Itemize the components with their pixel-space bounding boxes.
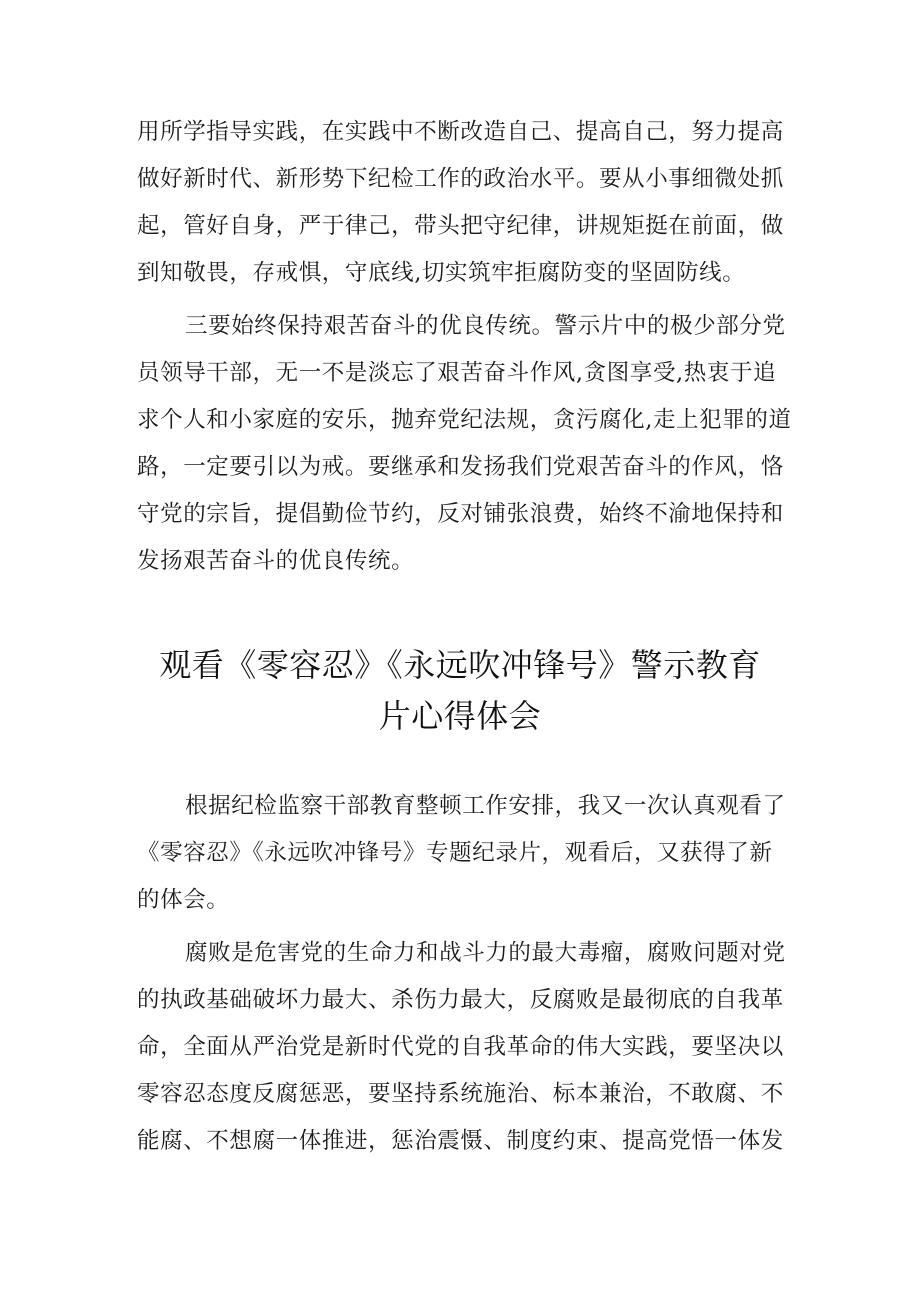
text-line: 三要始终保持艰苦奋斗的优良传统。警示片中的极少部分党: [185, 313, 786, 339]
text-line: 能腐、不想腐一体推进，惩治震慑、制度约束、提高党悟一体发: [137, 1128, 784, 1154]
text-line: 命，全面从严治党是新时代党的自我革命的伟大实践，要坚决以: [137, 1034, 784, 1060]
text-line: 的执政基础破坏力最大、杀伤力最大，反腐败是最彻底的自我革: [137, 987, 784, 1013]
title-line-1: 观看《零容忍》《永远吹冲锋号》警示教育: [159, 646, 761, 684]
text-line: 《零容忍》《永远吹冲锋号》专题纪录片，观看后，又获得了新: [137, 840, 773, 866]
text-line: 零容忍态度反腐惩恶，要坚持系统施治、标本兼治，不敢腐、不: [137, 1081, 784, 1107]
text-line: 的体会。: [137, 887, 230, 913]
text-line: 用所学指导实践，在实践中不断改造自己、提高自己，努力提高: [137, 119, 784, 145]
text-line: 起，管好自身，严于律己，带头把守纪律，讲规矩挺在前面，做: [137, 213, 784, 239]
text-line: 路，一定要引以为戒。要继承和发扬我们党艰苦奋斗的作风，恪: [137, 454, 784, 480]
title-line-2: 片心得体会: [378, 697, 542, 735]
text-line: 员领导干部，无一不是淡忘了艰苦奋斗作风,贪图享受,热衷于追: [137, 360, 777, 386]
text-line: 守党的宗旨，提倡勤俭节约，反对铺张浪费，始终不渝地保持和: [137, 501, 784, 527]
text-line: 根据纪检监察干部教育整顿工作安排，我又一次认真观看了: [185, 793, 786, 819]
text-line: 求个人和小家庭的安乐，抛弃党纪法规，贪污腐化,走上犯罪的道: [137, 407, 792, 433]
text-line: 腐败是危害党的生命力和战斗力的最大毒瘤，腐败问题对党: [185, 940, 786, 966]
text-line: 发扬艰苦奋斗的优良传统。: [137, 548, 415, 574]
text-line: 到知敬畏，存戒惧，守底线,切实筑牢拒腐防变的坚固防线。: [137, 260, 746, 286]
text-line: 做好新时代、新形势下纪检工作的政治水平。要从小事细微处抓: [137, 166, 784, 192]
